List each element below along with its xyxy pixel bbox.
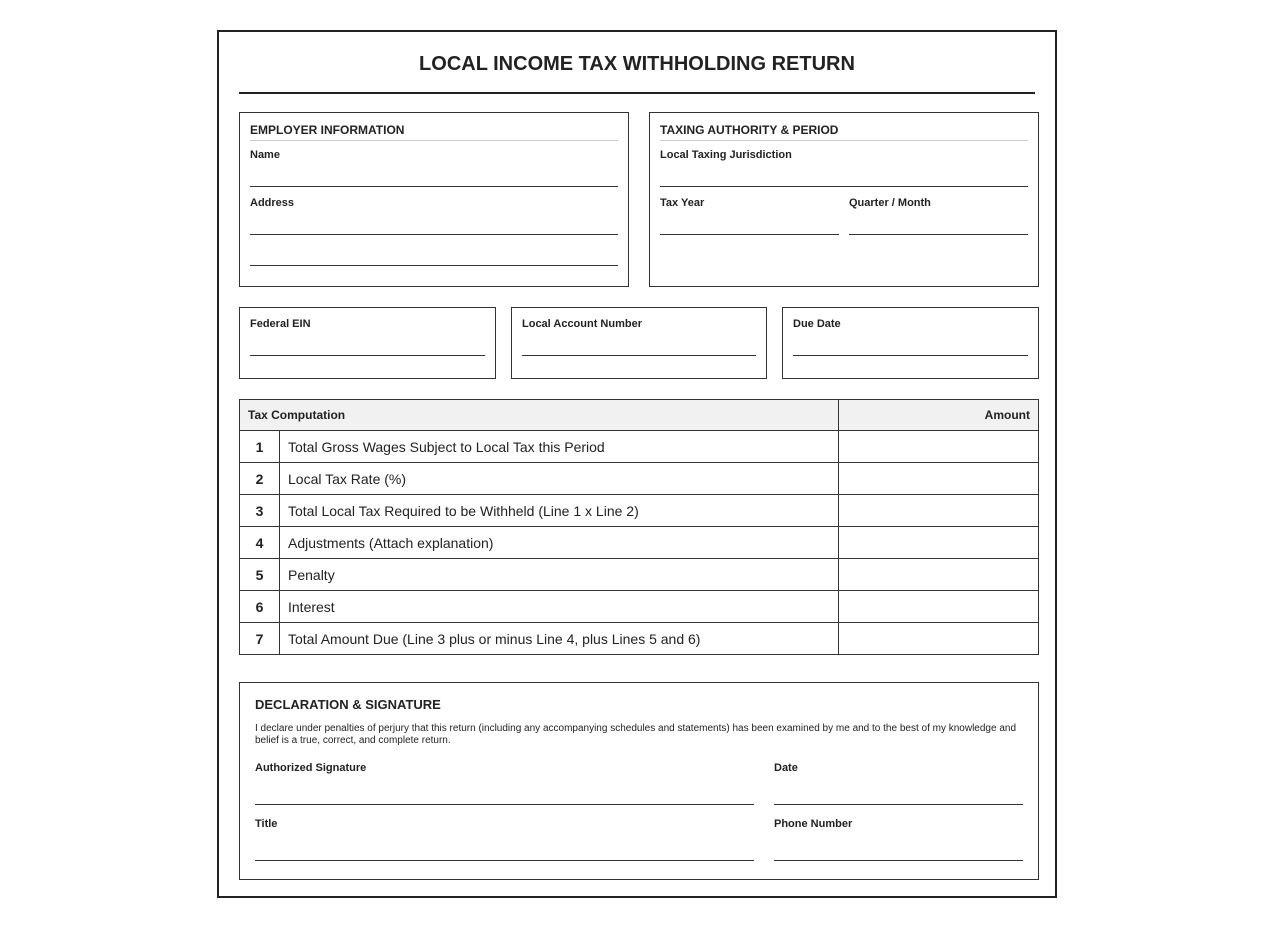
declaration-heading: DECLARATION & SIGNATURE [255,697,441,712]
declaration-section [239,682,1039,880]
quarter-label: Quarter / Month [849,197,931,209]
tax-computation-header: Tax Computation [240,400,839,431]
line-number: 7 [240,623,280,655]
table-row [240,559,1039,591]
table-row [240,591,1039,623]
phone-field[interactable] [774,860,1023,861]
address-field-line-1[interactable] [250,234,618,235]
quarter-field[interactable] [849,234,1028,235]
signature-field[interactable] [255,804,754,805]
line-description: Adjustments (Attach explanation) [280,527,839,559]
taxing-authority-heading: TAXING AUTHORITY & PERIOD [660,123,1028,141]
title-label: Title [255,818,278,830]
line-number: 1 [240,431,280,463]
table-row [240,495,1039,527]
line-description: Total Amount Due (Line 3 plus or minus Line 4, plus Lines 5 and 6) [280,623,839,655]
taxing-authority-section [649,112,1039,287]
local-account-label: Local Account Number [522,318,642,330]
date-label: Date [774,762,798,774]
amount-cell[interactable] [839,591,1039,623]
line-description: Total Gross Wages Subject to Local Tax this Period [280,431,839,463]
line-number: 6 [240,591,280,623]
amount-cell[interactable] [839,623,1039,655]
due-date-field[interactable] [793,355,1028,356]
date-field[interactable] [774,804,1023,805]
line-description: Local Tax Rate (%) [280,463,839,495]
federal-ein-box [239,307,496,379]
table-row [240,463,1039,495]
line-description: Interest [280,591,839,623]
name-label: Name [250,149,280,161]
due-date-label: Due Date [793,318,841,330]
form-title: LOCAL INCOME TAX WITHHOLDING RETURN [239,52,1035,94]
table-row [240,527,1039,559]
local-account-field[interactable] [522,355,756,356]
phone-label: Phone Number [774,818,853,830]
amount-header: Amount [839,400,1039,431]
employer-info-section [239,112,629,287]
amount-cell[interactable] [839,527,1039,559]
amount-cell[interactable] [839,559,1039,591]
table-row [240,623,1039,655]
amount-cell[interactable] [839,431,1039,463]
line-number: 5 [240,559,280,591]
tax-year-field[interactable] [660,234,839,235]
federal-ein-label: Federal EIN [250,318,311,330]
name-field[interactable] [250,186,618,187]
line-description: Total Local Tax Required to be Withheld (Line 1 x Line 2) [280,495,839,527]
amount-cell[interactable] [839,463,1039,495]
line-number: 3 [240,495,280,527]
declaration-text: I declare under penalties of perjury that this return (including any accompanying schedules and statements) has been examined by me and to the best of my knowledge and belief is a true, correct, and complete return. [255,723,1017,746]
title-field[interactable] [255,860,754,861]
tax-computation-table [239,399,1039,655]
line-number: 2 [240,463,280,495]
due-date-box [782,307,1039,379]
line-number: 4 [240,527,280,559]
jurisdiction-label: Local Taxing Jurisdiction [660,149,792,161]
tax-form-page [217,30,1057,898]
federal-ein-field[interactable] [250,355,485,356]
local-account-box [511,307,767,379]
address-label: Address [250,197,295,209]
line-description: Penalty [280,559,839,591]
table-header-row [240,400,1039,431]
signature-label: Authorized Signature [255,762,367,774]
tax-year-label: Tax Year [660,197,705,209]
address-field-line-2[interactable] [250,265,618,266]
jurisdiction-field[interactable] [660,186,1028,187]
table-row [240,431,1039,463]
employer-info-heading: EMPLOYER INFORMATION [250,123,618,141]
amount-cell[interactable] [839,495,1039,527]
